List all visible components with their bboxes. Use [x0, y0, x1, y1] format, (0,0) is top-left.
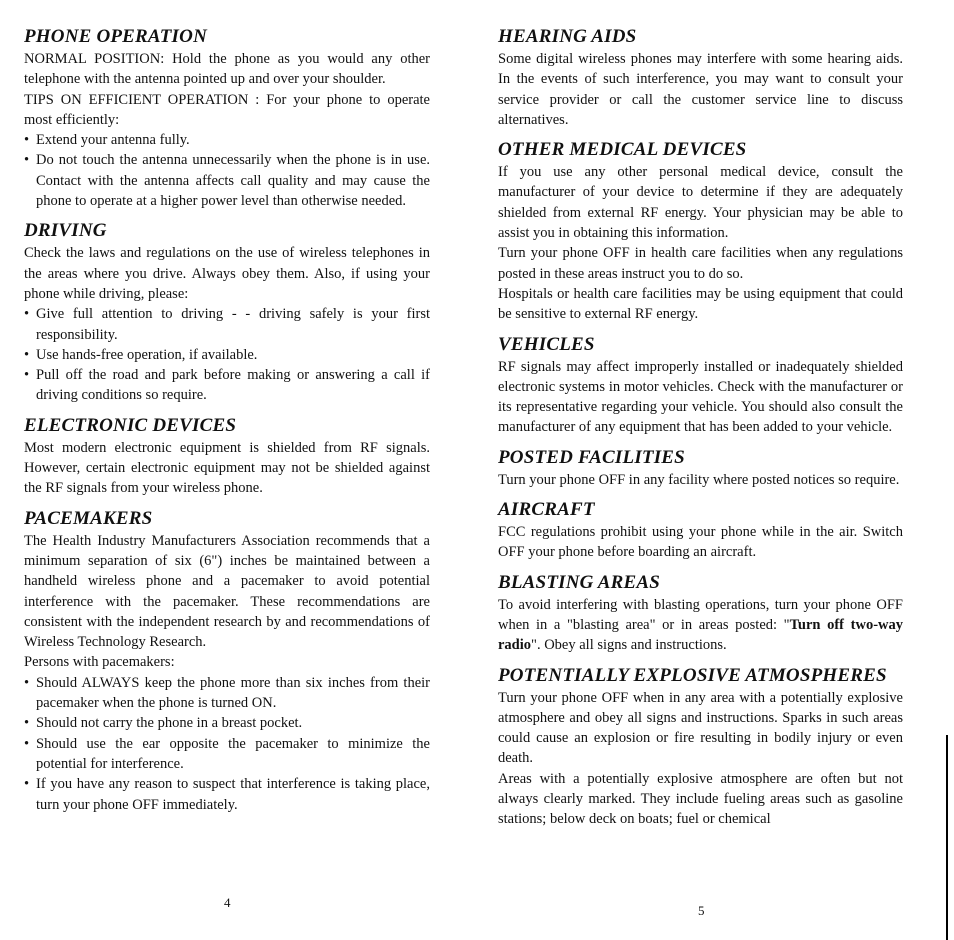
paragraph: The Health Industry Manufacturers Association recommends that a minimum separation of six (6") inches be maintained between a handheld wireless phone and a pacemaker to avoid potential interference with the pacemaker. These recommendations are consistent with the independent research by and recommendations of Wireless Technology Research.	[24, 532, 430, 651]
section-aircraft	[498, 499, 903, 563]
section-posted-facilities	[498, 447, 903, 490]
section-electronic-devices	[24, 415, 430, 499]
section-pacemakers	[24, 508, 430, 815]
paragraph: Turn your phone OFF in any facility where posted notices so require.	[498, 471, 900, 488]
section-other-medical-devices	[498, 139, 903, 324]
right-page-column	[498, 26, 903, 839]
bold-notice-text: Turn off two-way radio	[498, 616, 903, 654]
paragraph: Check the laws and regulations on the use of wireless telephones in the areas where you drive. Always obey them. Also, if using your phone while driving, please:	[24, 245, 430, 302]
list-item: • Pull off the road and park before making or answering a call if driving conditions so require.	[24, 365, 430, 406]
section-phone-operation	[24, 26, 430, 211]
list-item: • Do not touch the antenna unnecessarily when the phone is in use. Contact with the antenna affects call quality and may cause the phone to operate at a higher power level than otherwise needed.	[24, 150, 430, 211]
paragraph: Areas with a potentially explosive atmosphere are often but not always clearly marked. They include fueling areas such as gasoline stations; below deck on boats; fuel or chemical	[498, 770, 903, 828]
paragraph: TIPS ON EFFICIENT OPERATION : For your phone to operate most efficiently:	[24, 91, 430, 128]
page-edge-rule	[946, 735, 948, 940]
paragraph	[498, 595, 903, 656]
paragraph: NORMAL POSITION: Hold the phone as you would any other telephone with the antenna pointed up and over your shoulder.	[24, 51, 430, 88]
paragraph: Most modern electronic equipment is shielded from RF signals. However, certain electronic equipment may not be shielded against the RF signals from your wireless phone.	[24, 439, 430, 497]
paragraph: RF signals may affect improperly installed or inadequately shielded electronic systems in motor vehicles. Check with the manufacturer or its representative regarding your vehicle. You should also consult the manufacturer of any equipment that has been added to your vehicle.	[498, 358, 903, 436]
section-heading: POTENTIALLY EXPLOSIVE ATMOSPHERES	[498, 664, 887, 686]
list-item: • Should use the ear opposite the pacemaker to minimize the potential for interference.	[24, 734, 430, 775]
paragraph: FCC regulations prohibit using your phone while in the air. Switch OFF your phone before boarding an aircraft.	[498, 524, 903, 561]
paragraph: Hospitals or health care facilities may be using equipment that could be sensitive to external RF energy.	[498, 285, 903, 323]
paragraph: If you use any other personal medical device, consult the manufacturer of your device to determine if they are adequately shielded from external RF energy. Your physician may be able to assist you in obtaining this information.	[498, 164, 903, 242]
section-heading: PACEMAKERS	[24, 507, 153, 529]
list-item: • Should ALWAYS keep the phone more than six inches from their pacemaker when the phone is turned ON.	[24, 673, 430, 714]
section-heading: ELECTRONIC DEVICES	[24, 414, 237, 436]
list-item: • Use hands-free operation, if available.	[24, 345, 430, 365]
section-blasting-areas	[498, 572, 903, 656]
list-item: • If you have any reason to suspect that interference is taking place, turn your phone OFF immediately.	[24, 774, 430, 815]
section-vehicles	[498, 334, 903, 438]
section-heading: HEARING AIDS	[498, 26, 637, 47]
paragraph-text: ". Obey all signs and instructions.	[531, 637, 727, 654]
paragraph: Turn your phone OFF in health care facilities when any regulations posted in these areas instruct you to do so.	[498, 245, 903, 282]
list-item: • Give full attention to driving - - driving safely is your first responsibility.	[24, 304, 430, 345]
section-heading: AIRCRAFT	[498, 499, 595, 521]
paragraph: Persons with pacemakers:	[24, 654, 175, 671]
section-heading: POSTED FACILITIES	[498, 446, 685, 468]
section-heading: PHONE OPERATION	[24, 26, 207, 47]
bullet-list	[24, 304, 430, 405]
left-page-column	[24, 26, 430, 824]
paragraph: Turn your phone OFF when in any area with a potentially explosive atmosphere and obey all signs and instructions. Sparks in such areas could cause an explosion or fire resulting in bodily injury or even death.	[498, 689, 903, 767]
section-heading: BLASTING AREAS	[498, 571, 661, 593]
section-heading: OTHER MEDICAL DEVICES	[498, 139, 747, 161]
bullet-list	[24, 673, 430, 815]
bullet-list	[24, 130, 430, 211]
page-number-left: 4	[224, 895, 231, 910]
list-item: • Extend your antenna fully.	[24, 130, 430, 150]
section-explosive-atmospheres	[498, 665, 903, 830]
section-hearing-aids	[498, 26, 903, 130]
page-number-right: 5	[698, 903, 705, 918]
section-driving	[24, 220, 430, 405]
paragraph-text: To avoid interfering with blasting operations, turn your phone OFF when in a "blasting area" or in areas posted: "	[498, 596, 903, 633]
section-heading: VEHICLES	[498, 333, 595, 355]
paragraph: Some digital wireless phones may interfere with some hearing aids. In the events of such interference, you may want to consult your service provider or call the customer service line to discuss alternatives.	[498, 51, 903, 128]
list-item: • Should not carry the phone in a breast pocket.	[24, 713, 430, 733]
section-heading: DRIVING	[24, 220, 107, 242]
